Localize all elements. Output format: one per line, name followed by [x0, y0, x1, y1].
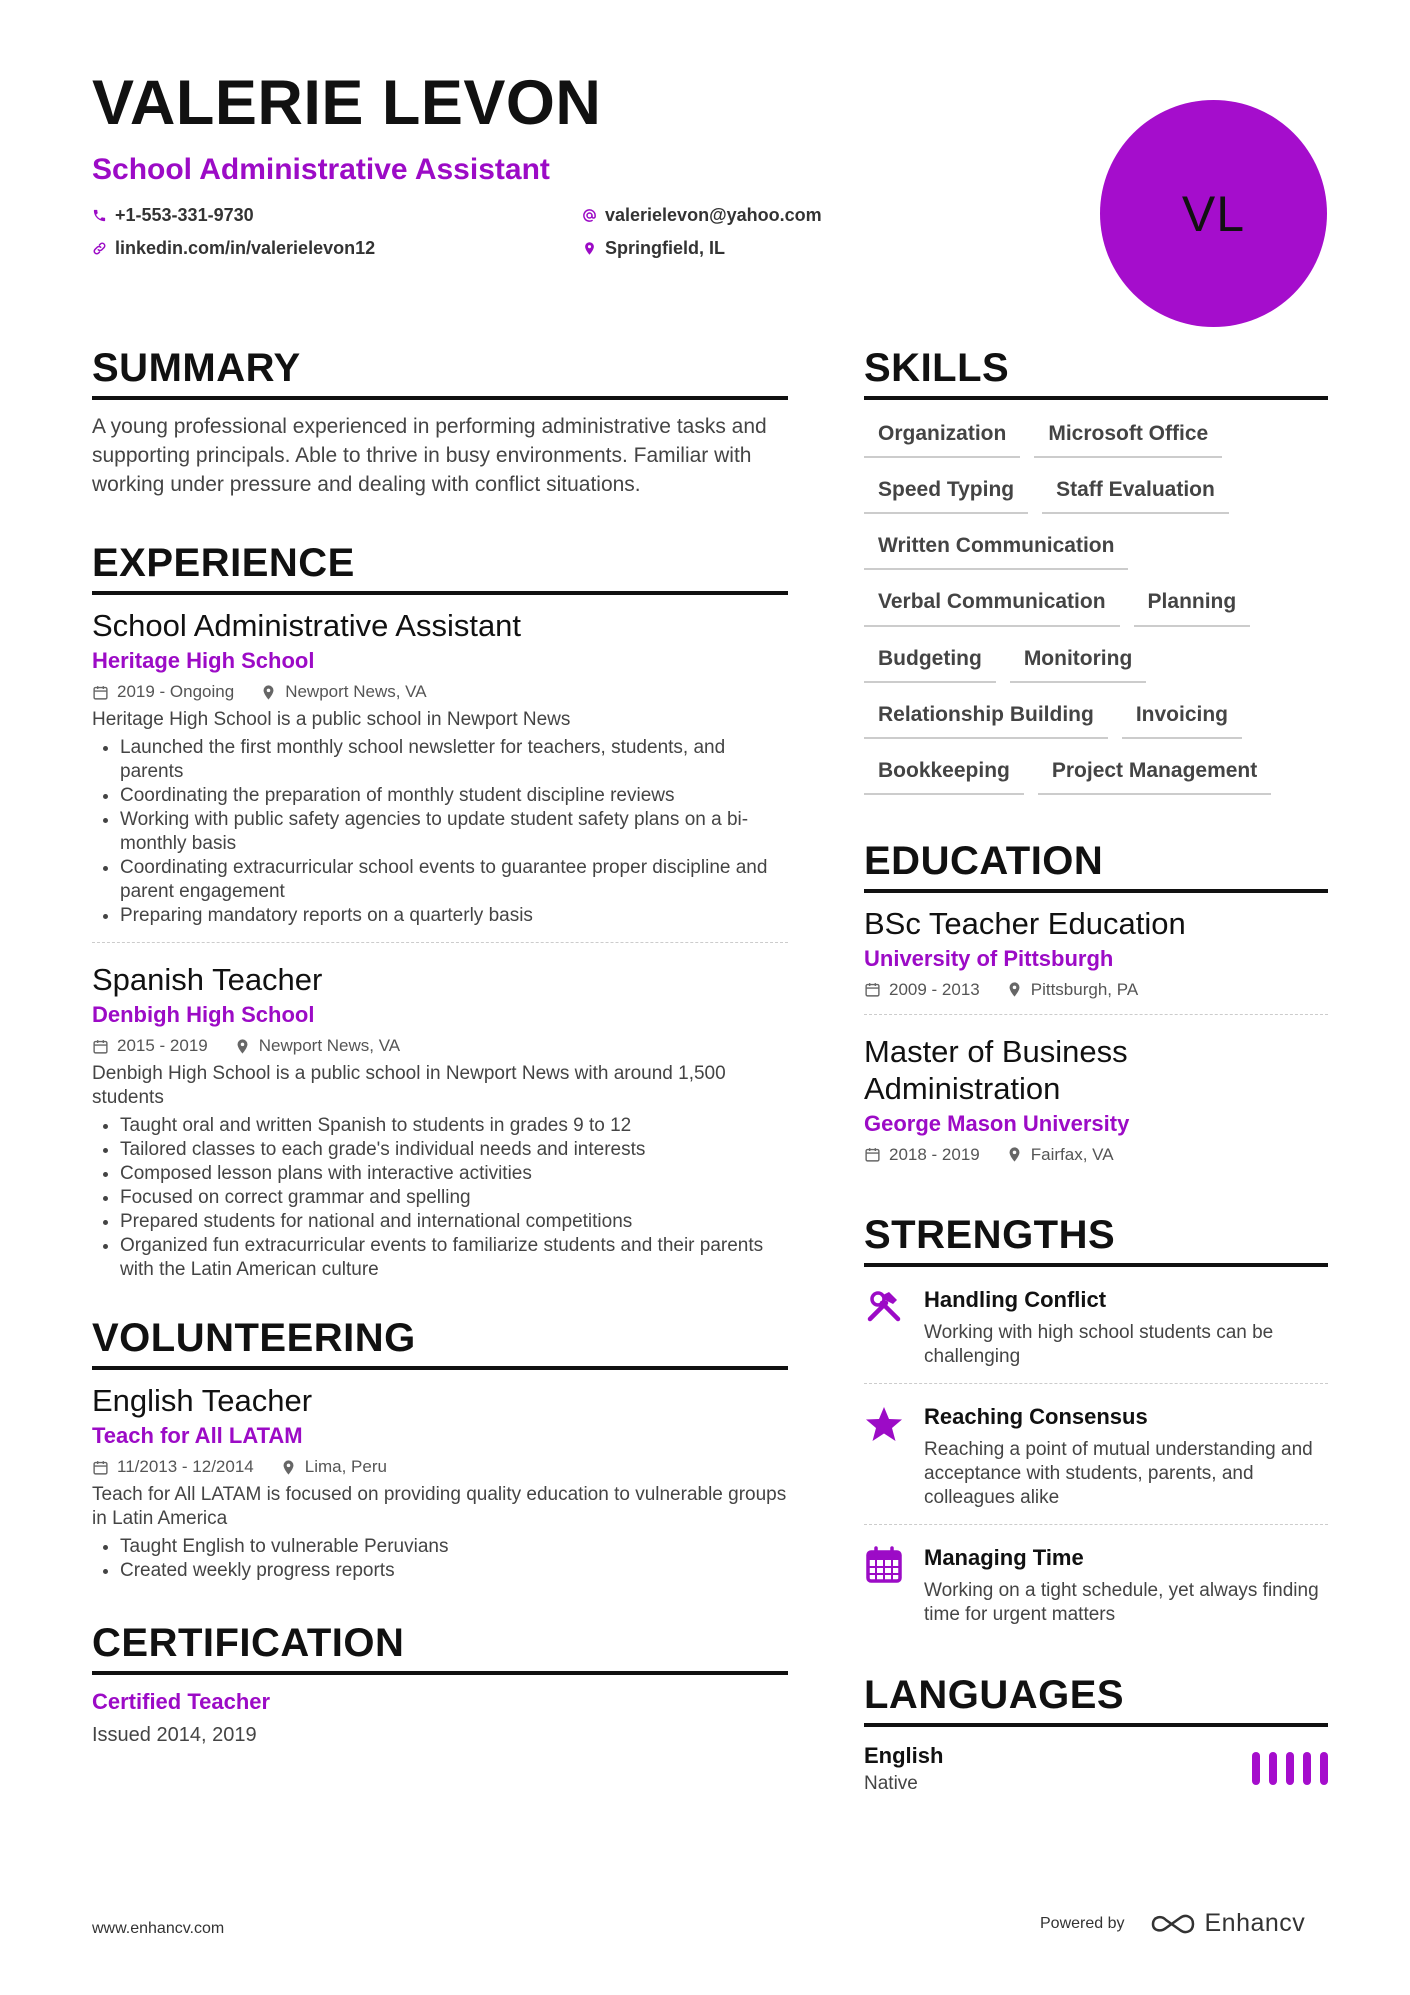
phone-icon	[92, 208, 107, 223]
education-entry	[864, 1033, 1328, 1165]
education-meta	[864, 1145, 1328, 1165]
contact-info	[92, 205, 1092, 259]
rating-bar	[1286, 1752, 1294, 1785]
job-dates	[92, 1036, 208, 1056]
experience-entry	[92, 607, 788, 928]
education-meta	[864, 980, 1328, 1000]
calendar-icon	[864, 1545, 904, 1585]
experience-section	[92, 543, 788, 1282]
bullet-item: • Coordinating extracurricular school events to guarantee proper discipline and parent engagement	[120, 856, 788, 904]
volunteer-role: English Teacher	[92, 1383, 313, 1418]
bullet-item: • Created weekly progress reports	[120, 1559, 788, 1583]
strength-item	[864, 1267, 1328, 1383]
strength-content	[924, 1287, 1328, 1369]
entry-divider	[864, 1014, 1328, 1015]
school-name: George Mason University	[864, 1110, 1130, 1136]
skill-tag: Verbal Communication	[864, 576, 1120, 626]
star-icon	[864, 1404, 904, 1444]
education-section	[864, 838, 1328, 1165]
job-meta	[92, 1036, 788, 1056]
location-pin-icon	[582, 241, 597, 256]
education-location	[1006, 980, 1138, 1000]
education-dates	[864, 980, 980, 1000]
certification-section	[92, 1623, 788, 1747]
strength-item	[864, 1384, 1328, 1524]
language-item	[864, 1743, 1328, 1795]
brand-logo[interactable]	[1149, 1909, 1306, 1938]
strength-item	[864, 1525, 1328, 1641]
email-text: valerielevon@yahoo.com	[605, 205, 822, 225]
rating-bar	[1252, 1752, 1260, 1785]
bullet-item: • Focused on correct grammar and spelling	[120, 1186, 788, 1210]
volunteer-location	[280, 1457, 387, 1477]
school-name: University of Pittsburgh	[864, 945, 1114, 971]
language-level: Native	[864, 1772, 918, 1794]
skill-tag: Relationship Building	[864, 689, 1108, 739]
bullet-item: • Tailored classes to each grade's individual needs and interests	[120, 1138, 788, 1162]
footer-website[interactable]: www.enhancv.com	[92, 1920, 225, 1937]
bullet-item: • Preparing mandatory reports on a quarterly basis	[120, 904, 788, 928]
volunteering-title: VOLUNTEERING	[92, 1318, 788, 1370]
certification-title: CERTIFICATION	[92, 1623, 788, 1675]
location-text: Springfield, IL	[605, 238, 725, 258]
link-icon	[92, 241, 107, 256]
brand-name: Enhancv	[1204, 1909, 1306, 1937]
email-contact[interactable]	[582, 205, 982, 226]
skill-tag: Microsoft Office	[1034, 408, 1222, 458]
education-location	[1006, 1145, 1114, 1165]
job-location	[260, 682, 426, 702]
experience-entry	[92, 961, 788, 1282]
job-dates-text: 2015 - 2019	[117, 1036, 208, 1055]
language-name: English	[864, 1742, 944, 1768]
hammer-wrench-icon	[864, 1287, 904, 1327]
location-contact	[582, 238, 982, 259]
bullet-item: • Prepared students for national and international competitions	[120, 1210, 788, 1234]
calendar-icon	[92, 684, 109, 701]
volunteer-bullets	[92, 1535, 788, 1583]
job-dates	[92, 682, 234, 702]
volunteering-entry	[92, 1382, 788, 1583]
skill-tag: Staff Evaluation	[1042, 464, 1229, 514]
education-entry	[864, 905, 1328, 1000]
bullet-item: • Working with public safety agencies to update student safety plans on a bi-monthly basis	[120, 808, 788, 856]
location-pin-icon	[234, 1038, 251, 1055]
strength-title: Reaching Consensus	[924, 1403, 1148, 1429]
skill-tag: Project Management	[1038, 745, 1271, 795]
skill-tag: Written Communication	[864, 520, 1128, 570]
strength-description: Working with high school students can be challenging	[924, 1321, 1274, 1367]
summary-text: A young professional experienced in performing administrative tasks and supporting principals. Able to thrive in busy environments. Familiar with working under pressure and dealing with conflict situations.	[92, 415, 767, 496]
company-description: Denbigh High School is a public school in Newport News with around 1,500 students	[92, 1063, 726, 1108]
bullet-item: • Coordinating the preparation of monthly student discipline reviews	[120, 784, 788, 808]
job-location	[234, 1036, 400, 1056]
job-title: School Administrative Assistant	[92, 608, 522, 643]
candidate-name: VALERIE LEVON	[92, 68, 602, 138]
location-pin-icon	[260, 684, 277, 701]
bullet-item: • Taught English to vulnerable Peruvians	[120, 1535, 788, 1559]
skill-tag: Bookkeeping	[864, 745, 1024, 795]
skill-tag: Organization	[864, 408, 1020, 458]
job-meta	[92, 682, 788, 702]
bullet-item: • Organized fun extracurricular events to familiarize students and their parents with the Latin American culture	[120, 1234, 788, 1282]
summary-title: SUMMARY	[92, 348, 788, 400]
footer-branding	[1040, 1909, 1305, 1938]
company-name: Heritage High School	[92, 648, 315, 673]
left-column	[92, 348, 788, 1791]
education-dates	[864, 1145, 980, 1165]
degree-title: BSc Teacher Education	[864, 905, 1186, 941]
enhancv-logo-icon	[1149, 1911, 1197, 1937]
strength-title: Managing Time	[924, 1544, 1084, 1570]
volunteering-section	[92, 1318, 788, 1583]
languages-title: LANGUAGES	[864, 1675, 1328, 1727]
right-column	[864, 348, 1328, 1839]
phone-contact[interactable]	[92, 205, 582, 226]
calendar-icon	[864, 981, 881, 998]
volunteer-location-text: Lima, Peru	[304, 1457, 387, 1476]
candidate-role: School Administrative Assistant	[92, 153, 550, 186]
calendar-icon	[92, 1038, 109, 1055]
rating-bar	[1303, 1752, 1311, 1785]
job-dates-text: 2019 - Ongoing	[117, 682, 235, 701]
certification-issued: Issued 2014, 2019	[92, 1724, 257, 1746]
skill-tag: Planning	[1134, 576, 1251, 626]
linkedin-contact[interactable]	[92, 238, 582, 259]
bullet-item: • Taught oral and written Spanish to students in grades 9 to 12	[120, 1114, 788, 1138]
languages-section	[864, 1672, 1328, 1795]
linkedin-text: linkedin.com/in/valerielevon12	[115, 238, 376, 258]
volunteer-description: Teach for All LATAM is focused on providing quality education to vulnerable groups in Latin America	[92, 1484, 787, 1529]
certification-name: Certified Teacher	[92, 1689, 271, 1714]
education-title: EDUCATION	[864, 841, 1328, 893]
degree-title: Master of Business Administration	[864, 1033, 1128, 1106]
header	[92, 68, 1092, 259]
job-location-text: Newport News, VA	[285, 682, 427, 701]
calendar-icon	[92, 1459, 109, 1476]
avatar	[1100, 100, 1327, 327]
job-location-text: Newport News, VA	[258, 1036, 401, 1055]
bullet-item: • Launched the first monthly school newsletter for teachers, students, and parents	[120, 736, 788, 784]
powered-by-text: Powered by	[1040, 1914, 1125, 1932]
strength-title: Handling Conflict	[924, 1286, 1107, 1312]
skills-section	[864, 348, 1328, 801]
rating-bar	[1269, 1752, 1277, 1785]
avatar-initials: VL	[1181, 185, 1246, 242]
skill-tag: Invoicing	[1122, 689, 1242, 739]
education-dates-text: 2018 - 2019	[889, 1144, 980, 1164]
skill-tag: Monitoring	[1010, 633, 1146, 683]
company-name: Denbigh High School	[92, 1002, 315, 1027]
language-info	[864, 1743, 943, 1795]
location-pin-icon	[1006, 1146, 1023, 1163]
rating-bar	[1320, 1752, 1328, 1785]
education-location-text: Pittsburgh, PA	[1030, 979, 1139, 999]
strengths-section	[864, 1212, 1328, 1641]
job-bullets	[92, 736, 788, 928]
skill-tag: Budgeting	[864, 633, 996, 683]
volunteer-dates	[92, 1457, 254, 1477]
bullet-item: • Composed lesson plans with interactive activities	[120, 1162, 788, 1186]
skills-list	[864, 408, 1328, 801]
company-description: Heritage High School is a public school in Newport News	[92, 709, 571, 730]
entry-divider	[92, 942, 788, 943]
phone-text: +1-553-331-9730	[115, 205, 254, 225]
volunteer-org: Teach for All LATAM	[92, 1423, 303, 1448]
education-location-text: Fairfax, VA	[1030, 1144, 1114, 1164]
location-pin-icon	[280, 1459, 297, 1476]
summary-section	[92, 348, 788, 499]
strength-content	[924, 1404, 1328, 1510]
job-title: Spanish Teacher	[92, 962, 323, 997]
experience-title: EXPERIENCE	[92, 543, 788, 595]
strength-content	[924, 1545, 1328, 1627]
job-bullets	[92, 1114, 788, 1282]
location-pin-icon	[1006, 981, 1023, 998]
at-icon	[582, 208, 597, 223]
language-rating	[1243, 1752, 1328, 1785]
volunteer-meta	[92, 1457, 788, 1477]
skill-tag: Speed Typing	[864, 464, 1028, 514]
calendar-icon	[864, 1146, 881, 1163]
education-dates-text: 2009 - 2013	[889, 979, 980, 999]
volunteer-dates-text: 11/2013 - 12/2014	[117, 1457, 254, 1476]
strength-description: Reaching a point of mutual understanding and acceptance with students, parents, and colleagues alike	[924, 1438, 1313, 1508]
strengths-title: STRENGTHS	[864, 1215, 1328, 1267]
skills-title: SKILLS	[864, 348, 1328, 400]
strength-description: Working on a tight schedule, yet always finding time for urgent matters	[924, 1579, 1319, 1625]
